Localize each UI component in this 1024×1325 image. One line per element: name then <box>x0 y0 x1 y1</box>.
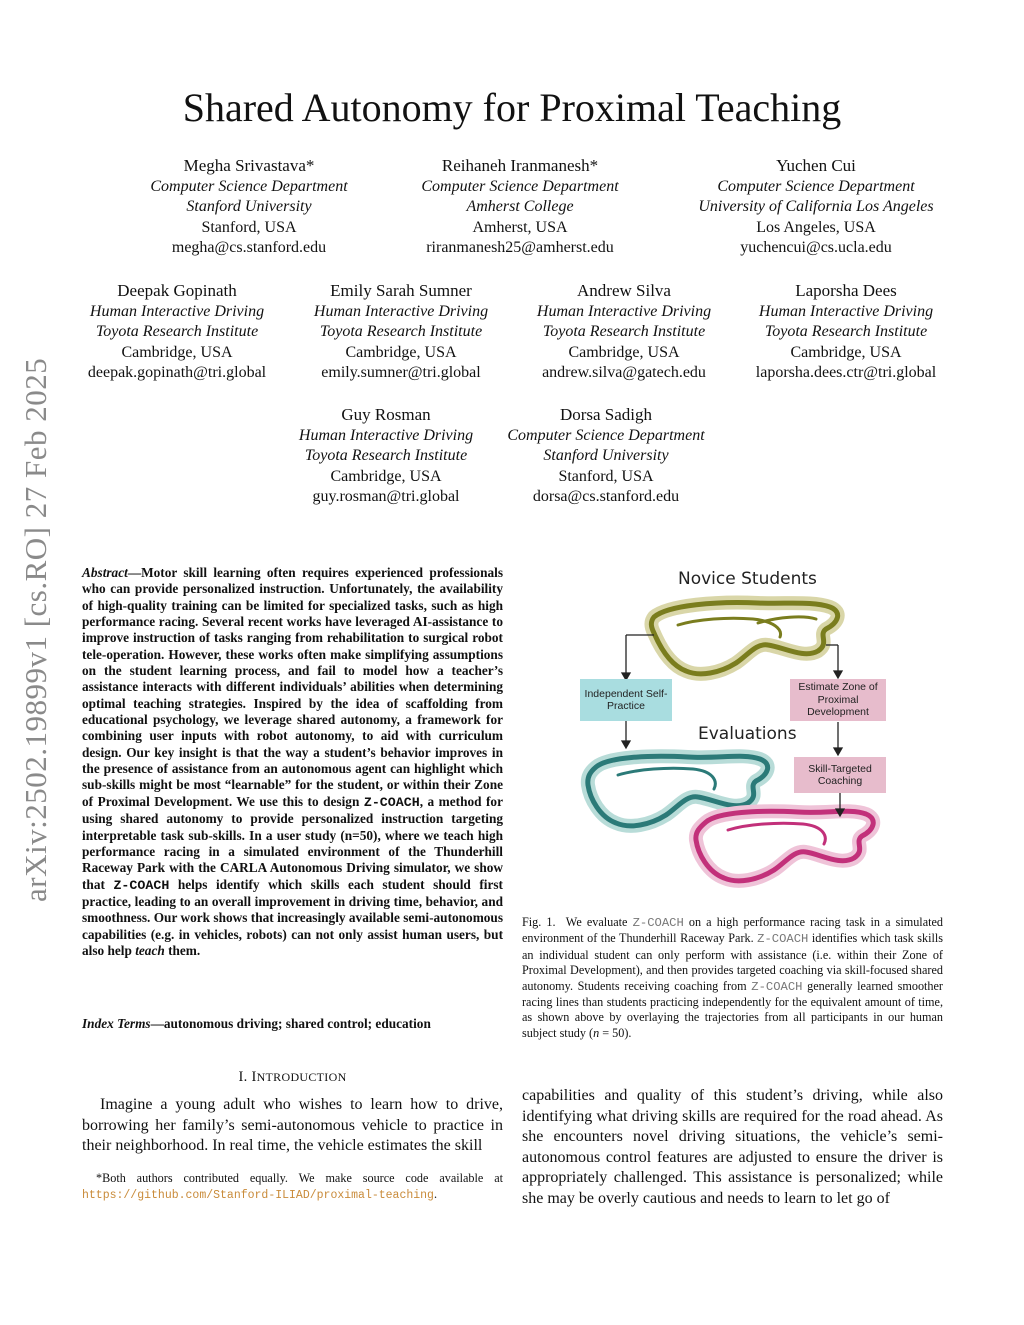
author-block <box>494 405 718 508</box>
author-inst: Toyota Research Institute <box>542 323 706 341</box>
author-email[interactable]: dorsa@cs.stanford.edu <box>532 488 680 506</box>
author-loc: Cambridge, USA <box>345 343 457 361</box>
index-terms-text: —autonomous driving; shared control; education <box>150 1016 431 1031</box>
source-code-link[interactable]: https://github.com/Stanford-ILIAD/proximal-teaching <box>82 1188 434 1202</box>
intro-paragraph: Imagine a young adult who wishes to learn how to drive, borrowing her family’s semi-autonomous vehicle to practice in their neighborhood. In real time, the vehicle estimates the skill <box>82 1096 503 1155</box>
section-heading <box>82 1069 503 1086</box>
author-dept: Computer Science Department <box>507 426 705 444</box>
method-name: Z-COACH <box>113 877 170 893</box>
author-email[interactable]: guy.rosman@tri.global <box>312 488 460 506</box>
author-email[interactable]: riranmanesh25@amherst.edu <box>426 239 614 257</box>
author-dept: Human Interactive Driving <box>313 302 489 320</box>
abstract-text: helps identify which skills each student should first practice, leading to an overall improvement in driving time, behavior, and smoothness. Our work shows that increasingly available semi-autonomous capabilities (e.g. in vehicles, robots) can not only assist human users, but also help <box>82 876 503 958</box>
caption-text: identifies which task skills an individual student can only perform with assistance (i.e. within their Zone of Proximal Development), and then provides targeted coaching via skill-focused shared autonomy. Students receiving coaching from <box>522 931 943 993</box>
author-block <box>740 281 952 384</box>
box-skill-targeted-coaching: Skill-Targeted Coaching <box>794 757 886 793</box>
author-email[interactable]: andrew.silva@gatech.edu <box>542 364 706 382</box>
author-email[interactable]: yuchencui@cs.ucla.edu <box>740 239 892 257</box>
author-name: Dorsa Sadigh <box>559 405 653 424</box>
author-loc: Amherst, USA <box>472 218 568 236</box>
author-loc: Stanford, USA <box>558 467 654 485</box>
section-num: I. <box>238 1069 252 1085</box>
author-block <box>519 281 729 384</box>
method-name: Z-COACH <box>632 916 684 930</box>
author-block <box>388 156 652 259</box>
footnote-end: . <box>433 1186 438 1201</box>
caption-text: on a high performance racing task in a simulated environment of the Thunderhill Raceway Park. <box>522 915 943 946</box>
author-email[interactable]: emily.sumner@tri.global <box>321 364 481 382</box>
index-terms <box>82 1016 503 1032</box>
author-name: Reihaneh Iranmanesh* <box>441 156 599 175</box>
author-inst: Toyota Research Institute <box>764 323 928 341</box>
author-loc: Cambridge, USA <box>330 467 442 485</box>
box-estimate-zpd: Estimate Zone of Proximal Development <box>790 679 886 721</box>
author-block <box>280 405 492 508</box>
intro-paragraph-continued: capabilities and quality of this student’s driving, while also identifying what driving skills are required for the road ahead. As she encounters novel driving situations, the vehicle’s semi-autonomous control features are adjusted to ensure the driver is appropriately challenged. This assistance is personalized; while she may be overly cautious and needs to learn to let go of <box>522 1087 943 1207</box>
index-terms-lead: Index Terms <box>82 1016 151 1031</box>
coached-track <box>696 811 873 881</box>
author-email[interactable]: megha@cs.stanford.edu <box>171 239 327 257</box>
caption-text: = 50). <box>599 1025 632 1040</box>
footnote-text: *Both authors contributed equally. We make source code available at <box>96 1171 503 1185</box>
footnote <box>82 1171 503 1203</box>
author-inst: Amherst College <box>466 198 574 216</box>
author-block <box>670 156 962 259</box>
arxiv-stamp: arXiv:2502.19899v1 [cs.RO] 27 Feb 2025 <box>18 357 53 902</box>
author-inst: Toyota Research Institute <box>95 323 259 341</box>
abstract-text: , a method for using shared autonomy to provide personalized instruction targeting interpretable task sub-skills. In a user study (n=50), where we teach high performance racing in a simulated environment of the Thunderhill Raceway Park with the CARLA Autonomous Driving simulator, we show that <box>82 793 503 892</box>
abstract-emph: teach <box>135 942 165 958</box>
box-independent-self-practice: Independent Self-Practice <box>580 679 672 721</box>
author-name: Andrew Silva <box>577 281 671 300</box>
author-loc: Cambridge, USA <box>568 343 680 361</box>
author-dept: Human Interactive Driving <box>536 302 712 320</box>
author-name: Guy Rosman <box>341 405 431 424</box>
figure-label-evaluations: Evaluations <box>698 724 797 744</box>
author-inst: Stanford University <box>186 198 312 216</box>
author-inst: Toyota Research Institute <box>304 447 468 465</box>
author-block <box>296 281 506 384</box>
abstract <box>82 565 503 959</box>
author-email[interactable]: deepak.gopinath@tri.global <box>87 364 267 382</box>
section-first: I <box>251 1069 257 1085</box>
figure-label-novice: Novice Students <box>678 569 817 589</box>
novice-track <box>651 603 837 674</box>
method-name: Z-COACH <box>757 932 809 947</box>
figure-1 <box>568 567 900 897</box>
caption-label: Fig. 1. <box>522 915 556 929</box>
paper-title: Shared Autonomy for Proximal Teaching <box>182 85 842 130</box>
abstract-text: —Motor skill learning often requires experienced professionals who can provide personalized instruction. Unfortunately, the availability of high-quality training can be limited for specialized tasks, such as high performance racing. Several recent works have leveraged AI-assistance to improve instruction of tasks ranging from rehabilitation to surgical robot tele-operation. However, these works often make simplifying assumptions on the student learning process, and fail to model how a teacher’s assistance interacts with different individuals’ abilities when determining optimal teaching strategies. Inspired by the idea of scaffolding from educational psychology, we leverage shared autonomy, a framework for combining user inputs with robot autonomy, to aid with curriculum design. Our key insight is that the way a student’s behavior improves in the presence of assistance from an autonomous agent can highlight which sub-skills might be most “learnable” for the student, or within their Zone of Proximal Development. We use this to design <box>82 565 503 809</box>
method-name: Z-COACH <box>363 794 420 810</box>
author-email[interactable]: laporsha.dees.ctr@tri.global <box>755 364 937 382</box>
caption-text: generally learned smoother racing lines than students practicing independently for the equivalent amount of time, as shown above by overlaying the trajectories from all participants in our human subject study ( <box>522 978 943 1040</box>
author-inst: Toyota Research Institute <box>319 323 483 341</box>
author-dept: Human Interactive Driving <box>298 426 474 444</box>
author-inst: University of California Los Angeles <box>698 198 934 216</box>
caption-n: n <box>593 1025 600 1040</box>
author-name: Yuchen Cui <box>776 156 856 175</box>
author-inst: Stanford University <box>543 447 669 465</box>
author-name: Megha Srivastava* <box>183 156 315 175</box>
caption-text: We evaluate <box>565 915 633 929</box>
author-dept: Human Interactive Driving <box>758 302 934 320</box>
section-rest: NTRODUCTION <box>256 1070 347 1084</box>
author-name: Deepak Gopinath <box>117 281 237 300</box>
author-dept: Computer Science Department <box>421 177 619 195</box>
author-loc: Stanford, USA <box>201 218 297 236</box>
author-name: Laporsha Dees <box>795 281 897 300</box>
abstract-lead: Abstract <box>82 565 128 580</box>
author-block <box>72 281 282 384</box>
author-dept: Computer Science Department <box>150 177 348 195</box>
method-name: Z-COACH <box>751 979 803 994</box>
abstract-text: them. <box>164 942 201 958</box>
author-loc: Cambridge, USA <box>790 343 902 361</box>
author-loc: Los Angeles, USA <box>756 218 876 236</box>
author-dept: Human Interactive Driving <box>89 302 265 320</box>
figure-caption <box>522 915 943 1041</box>
author-dept: Computer Science Department <box>717 177 915 195</box>
author-name: Emily Sarah Sumner <box>330 281 472 300</box>
author-loc: Cambridge, USA <box>121 343 233 361</box>
author-block <box>118 156 380 259</box>
